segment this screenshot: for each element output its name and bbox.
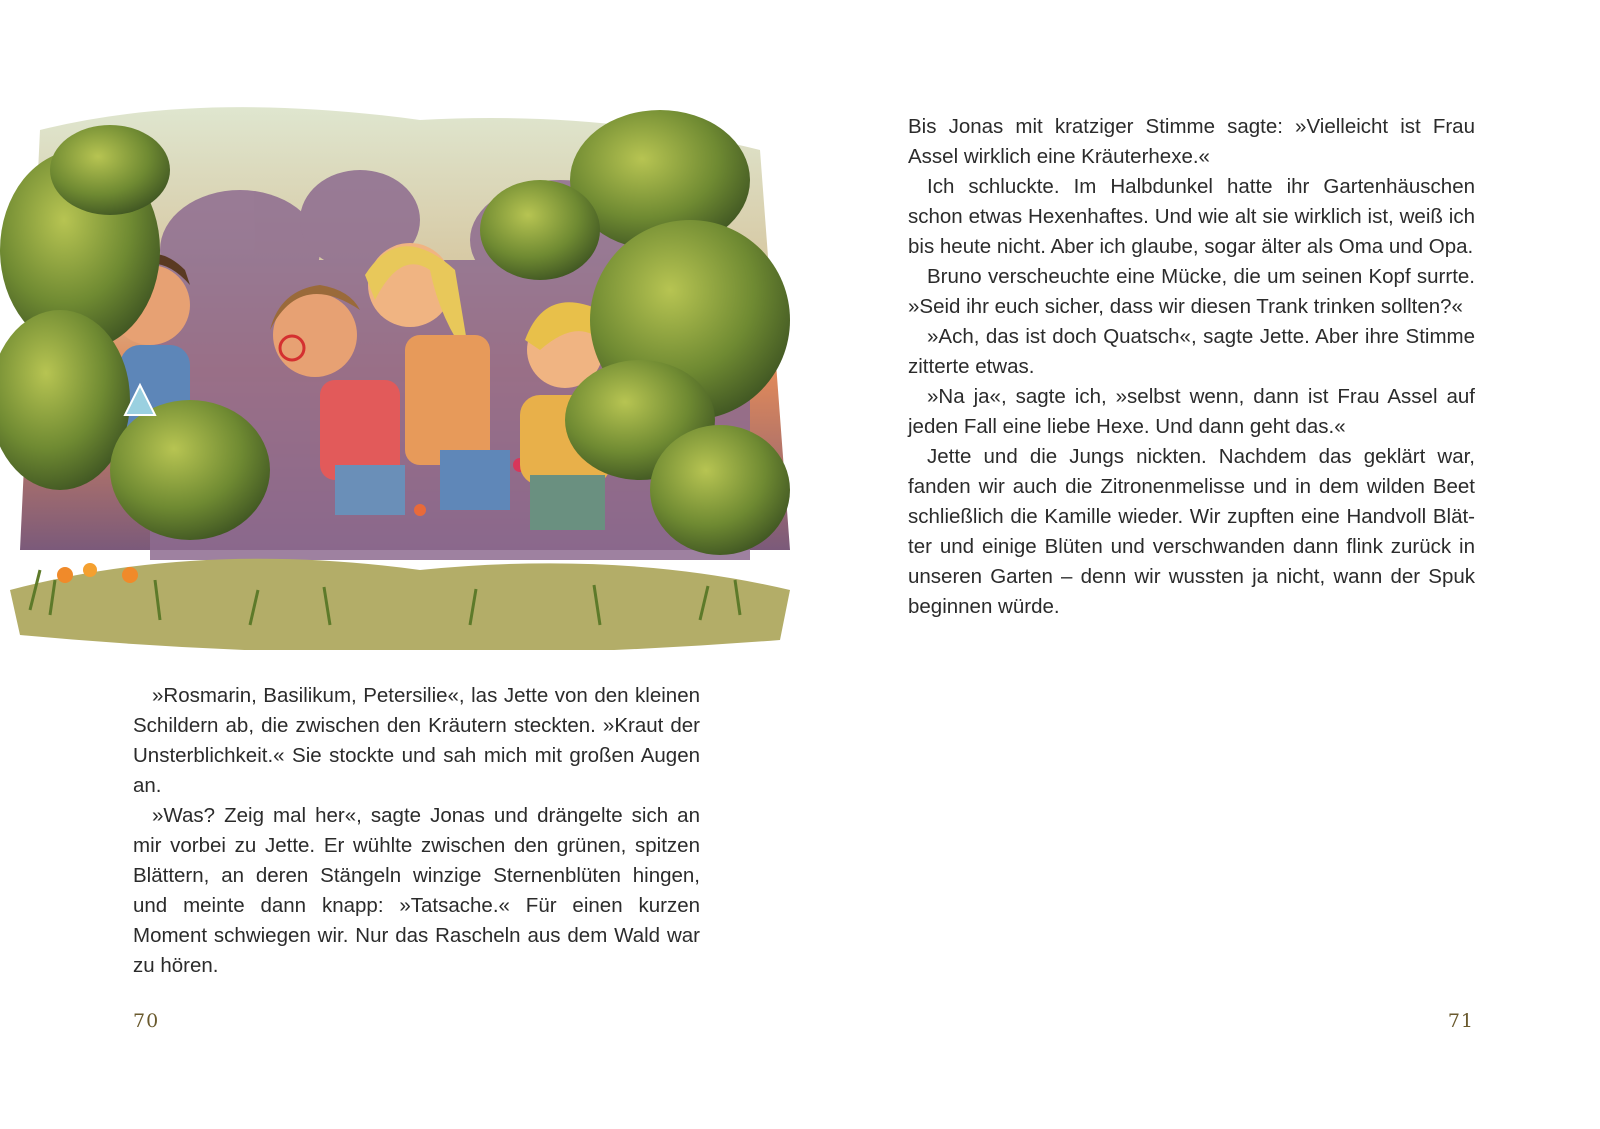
paragraph: Bis Jonas mit kratziger Stimme sagte: »Vielleicht ist Frau Assel wirklich eine Kräuterhexe.«	[908, 115, 1475, 168]
left-page-text	[133, 681, 700, 981]
paragraph: »Rosmarin, Basilikum, Petersilie«, las Jette von den kleinen Schildern ab, die zwischen den Kräutern steckten. »Kraut der Unsterblichkeit.« Sie stockte und sah mich mit großen Augen an.	[133, 684, 700, 797]
paragraph: »Ach, das ist doch Quatsch«, sagte Jette. Aber ihre Stimme zitterte etwas.	[908, 325, 1475, 378]
paragraph: Bruno verscheuchte eine Mücke, die um seinen Kopf surrte. »Seid ihr euch sicher, dass wir diesen Trank trinken sollten?«	[908, 265, 1475, 318]
right-page-text	[908, 112, 1475, 622]
page-number-right: 71	[1447, 1010, 1474, 1032]
paragraph: Jette und die Jungs nickten. Nachdem das geklärt war, fanden wir auch die Zitronenmelisse und in dem wilden Beet schließlich die Kamille wieder. Wir zupften eine Handvoll Blätter und einige Blüten und verschwanden dann flink zurück in unseren Garten – denn wir wussten ja nicht, wann der Spuk beginnen würde.	[908, 445, 1475, 618]
paragraph: Ich schluckte. Im Halbdunkel hatte ihr Gartenhäuschen schon etwas Hexenhaftes. Und wie alt sie wirklich ist, weiß ich bis heute nicht. Aber ich glaube, sogar älter als Oma und Opa.	[908, 175, 1475, 258]
page-number-left: 70	[133, 1010, 160, 1032]
illustration-image	[0, 70, 800, 650]
right-page	[800, 0, 1600, 1129]
illustration-children-in-garden	[0, 70, 800, 650]
paragraph: »Na ja«, sagte ich, »selbst wenn, dann ist Frau Assel auf jeden Fall eine liebe Hexe. Und dann geht das.«	[908, 385, 1475, 438]
paragraph: »Was? Zeig mal her«, sagte Jonas und drängelte sich an mir vorbei zu Jette. Er wühlte zwischen den grünen, spitzen Blättern, an deren Stängeln winzige Sternenblüten hingen, und meinte dann knapp: »Tatsache.« Für einen kurzen Moment schwiegen wir. Nur das Rascheln aus dem Wald war zu hören.	[133, 804, 700, 977]
